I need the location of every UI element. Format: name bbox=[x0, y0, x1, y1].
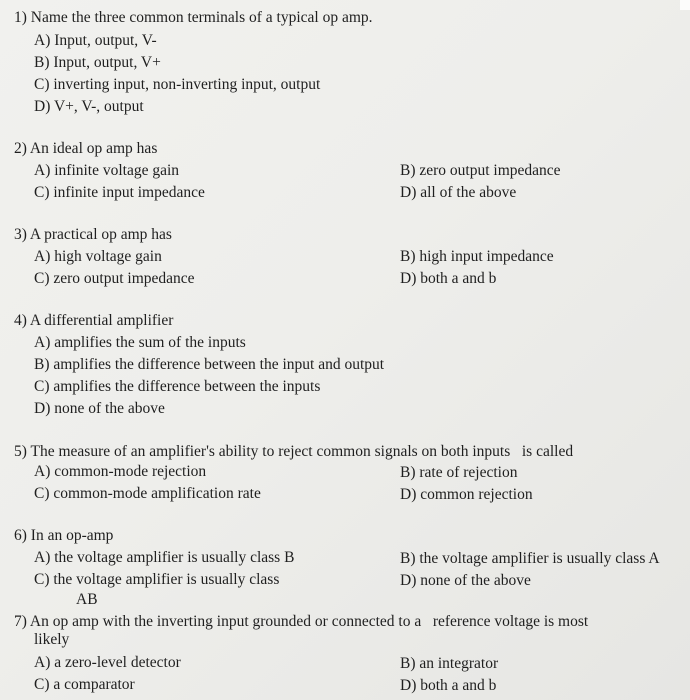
question-7-option-c: C) a comparator bbox=[34, 676, 135, 693]
question-5-stem: 5) The measure of an amplifier's ability to reject common signals on both inputs is called bbox=[14, 443, 574, 460]
question-3-option-a: A) high voltage gain bbox=[34, 248, 162, 265]
question-3-option-c: C) zero output impedance bbox=[34, 270, 195, 287]
question-7-stem: 7) An op amp with the inverting input grounded or connected to a reference voltage is most bbox=[14, 613, 589, 630]
question-1-option-a: A) Input, output, V- bbox=[34, 32, 157, 49]
question-2-option-d: D) all of the above bbox=[400, 184, 517, 201]
question-1-option-c: C) inverting input, non-inverting input, output bbox=[34, 76, 321, 93]
question-4-option-c: C) amplifies the difference between the inputs bbox=[34, 378, 321, 395]
question-6-option-a: A) the voltage amplifier is usually class B bbox=[34, 549, 295, 566]
question-4-stem: 4) A differential amplifier bbox=[14, 312, 174, 329]
question-3-option-b: B) high input impedance bbox=[400, 248, 554, 265]
question-6-stem: 6) In an op-amp bbox=[14, 527, 114, 544]
question-1-option-b: B) Input, output, V+ bbox=[34, 54, 161, 71]
question-6-option-c: C) the voltage amplifier is usually class bbox=[34, 571, 280, 588]
question-6-option-d: D) none of the above bbox=[400, 572, 531, 589]
question-2-stem: 2) An ideal op amp has bbox=[14, 140, 158, 157]
question-3-stem: 3) A practical op amp has bbox=[14, 226, 172, 243]
question-5-option-c: C) common-mode amplification rate bbox=[34, 485, 261, 502]
question-2-option-c: C) infinite input impedance bbox=[34, 184, 205, 201]
question-7-option-d: D) both a and b bbox=[400, 677, 497, 694]
question-7-option-b: B) an integrator bbox=[400, 655, 499, 672]
question-4-option-a: A) amplifies the sum of the inputs bbox=[34, 334, 246, 351]
question-2-option-a: A) infinite voltage gain bbox=[34, 162, 180, 179]
question-3-option-d: D) both a and b bbox=[400, 270, 497, 287]
question-6-option-b: B) the voltage amplifier is usually class A bbox=[400, 550, 660, 567]
question-1-option-d: D) V+, V-, output bbox=[34, 98, 144, 115]
question-1-stem: 1) Name the three common terminals of a typical op amp. bbox=[14, 9, 373, 26]
question-4-option-b: B) amplifies the difference between the input and output bbox=[34, 356, 385, 373]
question-4-option-d: D) none of the above bbox=[34, 400, 165, 417]
question-2-option-b: B) zero output impedance bbox=[400, 162, 561, 179]
question-5-option-d: D) common rejection bbox=[400, 486, 533, 503]
page-corner-glare bbox=[680, 0, 690, 10]
question-7-option-a: A) a zero-level detector bbox=[34, 654, 181, 671]
question-5-option-a: A) common-mode rejection bbox=[34, 463, 207, 480]
question-7-stem-continuation: likely bbox=[34, 631, 70, 648]
question-5-option-b: B) rate of rejection bbox=[400, 464, 518, 481]
question-6-option-c-continuation: AB bbox=[76, 591, 98, 608]
